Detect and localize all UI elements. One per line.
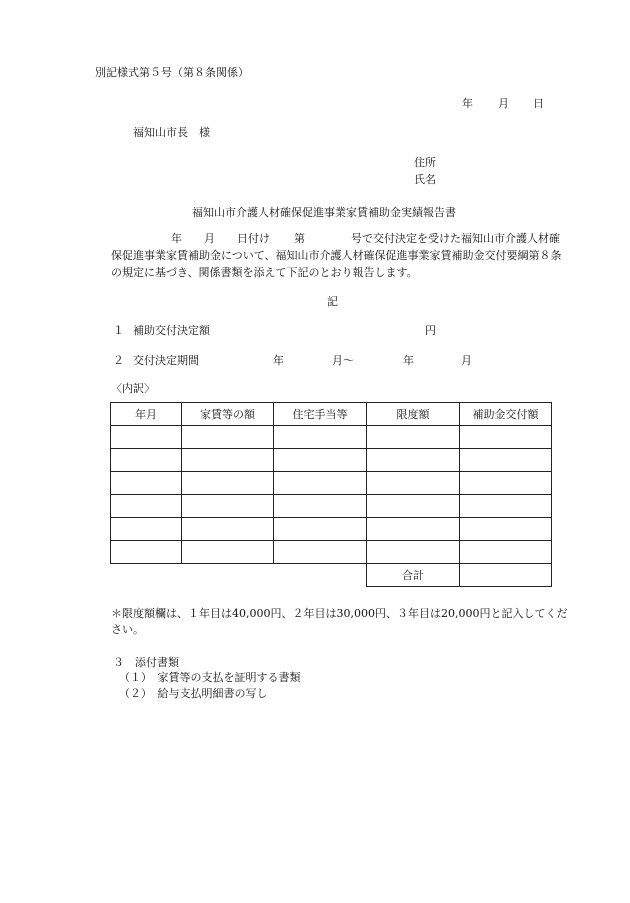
body-go-rest: 号で交付決定を受けた福知山市介護人材確保促進事業家賃補助金について、福知山市介護人材確保促進事業家賃補助金交付要綱第８条の規定に基づき、関係書類を添えて下記のとおり報告します。	[111, 232, 562, 279]
table-header: 住宅手当等	[274, 403, 367, 426]
item2-start-month: 月～	[332, 354, 354, 367]
attachment-item: （２） 給与支払明細書の写し	[119, 687, 268, 700]
table-row	[111, 449, 552, 472]
body-paragraph	[111, 230, 566, 281]
table-row	[111, 541, 552, 564]
item2-end-month: 月	[461, 354, 472, 367]
table-row	[111, 472, 552, 495]
item1-unit: 円	[425, 324, 436, 337]
attachment-item: （１） 家賃等の支払を証明する書類	[119, 671, 301, 684]
address-label: 住所	[414, 156, 436, 169]
table-row	[111, 495, 552, 518]
body-year: 年	[171, 232, 182, 245]
breakdown-table	[110, 402, 552, 587]
table-header: 家賃等の額	[182, 403, 274, 426]
table-header: 補助金交付額	[460, 403, 552, 426]
date-month: 月	[498, 97, 509, 110]
name-label: 氏名	[414, 173, 436, 186]
table-row	[111, 518, 552, 541]
item2-end-year: 年	[403, 354, 414, 367]
body-day: 日付け	[237, 232, 270, 245]
attachments-heading: ３ 添付書類	[113, 656, 179, 669]
total-label: 合計	[367, 564, 460, 587]
table-header-row	[111, 403, 552, 426]
table-row	[111, 426, 552, 449]
item2-start-year: 年	[273, 354, 284, 367]
table-header: 年月	[111, 403, 182, 426]
item2-label: 交付決定期間	[133, 354, 199, 367]
addressee: 福知山市長 様	[133, 126, 210, 139]
table-total-row	[111, 564, 552, 587]
breakdown-label: 〈内訳〉	[111, 382, 155, 395]
table-header: 限度額	[367, 403, 460, 426]
item1-number: １	[113, 324, 124, 337]
body-month: 月	[204, 232, 215, 245]
form-id: 別記様式第５号（第８条関係）	[95, 66, 249, 79]
ki-heading: 記	[327, 295, 338, 308]
date-year: 年	[462, 97, 473, 110]
date-day: 日	[533, 97, 544, 110]
limit-note: ＊限度額欄は、１年目は40,000円、２年目は30,000円、３年目は20,000円と記入してください。	[111, 607, 568, 636]
item1-label: 補助交付決定額	[133, 324, 210, 337]
body-dai: 第	[294, 232, 305, 245]
document-title: 福知山市介護人材確保促進事業家賃補助金実績報告書	[192, 206, 456, 219]
item2-number: ２	[113, 354, 124, 367]
